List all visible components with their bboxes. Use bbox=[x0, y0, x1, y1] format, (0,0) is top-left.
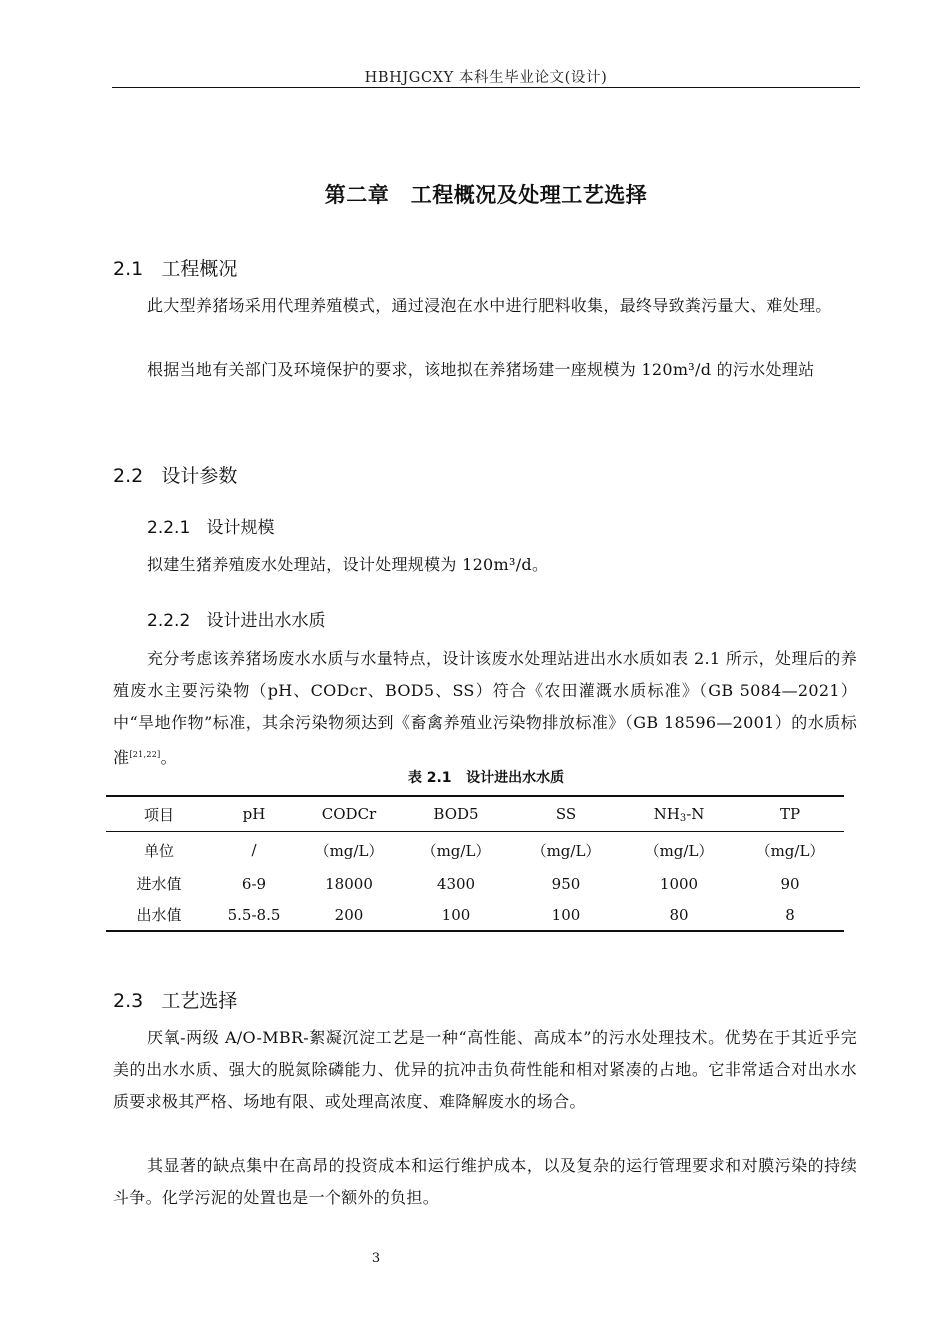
table-cell: 4300 bbox=[436, 874, 476, 893]
chapter-title: 第二章 工程概况及处理工艺选择 bbox=[324, 183, 648, 207]
table-cell: （mg/L） bbox=[531, 841, 601, 860]
section-2-2-1-paragraph: 拟建生猪养殖废水处理站，设计处理规模为 120m³/d。 bbox=[147, 555, 549, 574]
header-ph: pH bbox=[242, 805, 266, 823]
table-cell: / bbox=[251, 841, 257, 859]
table-cell: 80 bbox=[669, 905, 689, 924]
section-2-2-1-heading: 2.2.1 设计规模 bbox=[147, 518, 275, 538]
header-nh3n: $NH_3-N$ bbox=[653, 804, 705, 824]
section-2-2-heading: 2.2 设计参数 bbox=[113, 465, 238, 487]
header-ss: SS bbox=[555, 805, 577, 823]
table-cell: 100 bbox=[441, 905, 471, 924]
water-quality-table bbox=[106, 795, 844, 932]
section-2-2-2-heading: 2.2.2 设计进出水水质 bbox=[147, 611, 326, 631]
header-tp: TP bbox=[779, 805, 801, 823]
running-header: HBHJGCXY 本科生毕业论文(设计) bbox=[364, 70, 608, 86]
page-number: 3 bbox=[371, 1251, 381, 1266]
section-2-3-heading: 2.3 工艺选择 bbox=[113, 990, 238, 1012]
section-2-1-paragraph-2: 根据当地有关部门及环境保护的要求，该地拟在养猪场建一座规模为 120m³/d 的污水处理站 bbox=[147, 360, 815, 379]
header-rule bbox=[112, 87, 860, 88]
header-codcr: CODCr bbox=[321, 805, 377, 823]
table-header-row bbox=[106, 796, 844, 832]
table-cell: 6-9 bbox=[241, 874, 267, 893]
paragraph-end: 。 bbox=[160, 748, 177, 767]
section-2-2-2-paragraph bbox=[113, 643, 857, 774]
table-cell: （mg/L） bbox=[314, 841, 384, 860]
paragraph-text: 充分考虑该养猪场废水水质与水量特点，设计该废水处理站进出水水质如表 2.1 所示，处理后的养殖废水主要污染物（pH、CODcr、BOD5、SS）符合《农田灌溉水质标准》（GB 5084—2021）中“旱地作物”标准，其余污染物须达到《畜禽养殖业污染物排放标准》（GB 18596—2001）的水质标准 bbox=[113, 649, 857, 767]
table-caption: 表 2.1 设计进出水水质 bbox=[407, 770, 565, 786]
table-cell: 进水值 bbox=[136, 875, 182, 893]
section-2-1-paragraph-1: 此大型养猪场采用代理养殖模式，通过浸泡在水中进行肥料收集，最终导致粪污量大、难处理。 bbox=[147, 296, 832, 315]
section-2-3-paragraph-2: 其显著的缺点集中在高昂的投资成本和运行维护成本，以及复杂的运行管理要求和对膜污染的持续斗争。化学污泥的处置也是一个额外的负担。 bbox=[113, 1156, 857, 1207]
header-bod5: BOD5 bbox=[433, 805, 479, 823]
table-row bbox=[106, 868, 844, 899]
table-cell: （mg/L） bbox=[755, 841, 825, 860]
table-cell: 90 bbox=[780, 874, 800, 893]
citation-ref: [21,22] bbox=[129, 750, 161, 759]
table-cell: 单位 bbox=[143, 841, 174, 860]
header-item: 项目 bbox=[143, 805, 174, 824]
section-2-1-heading: 2.1 工程概况 bbox=[113, 258, 238, 280]
table-cell: 100 bbox=[551, 905, 581, 924]
section-2-3-paragraph-1: 厌氧-两级 A/O-MBR-絮凝沉淀工艺是一种“高性能、高成本”的污水处理技术。优势在于其近乎完美的出水水质、强大的脱氮除磷能力、优异的抗冲击负荷性能和相对紧凑的占地。它非常适合对出水水质要求极其严格、场地有限、或处理高浓度、难降解废水的场合。 bbox=[113, 1028, 857, 1111]
table-row bbox=[106, 899, 844, 931]
table-cell: 5.5-8.5 bbox=[227, 905, 281, 924]
table-cell: 200 bbox=[334, 905, 364, 924]
table-cell: 8 bbox=[785, 905, 795, 924]
table-cell: （mg/L） bbox=[644, 841, 714, 860]
table-row bbox=[106, 832, 844, 869]
table-cell: 18000 bbox=[325, 874, 373, 893]
table-cell: 出水值 bbox=[136, 906, 182, 924]
table-cell: 1000 bbox=[659, 874, 699, 893]
table-cell: （mg/L） bbox=[421, 841, 491, 860]
table-cell: 950 bbox=[551, 874, 581, 893]
